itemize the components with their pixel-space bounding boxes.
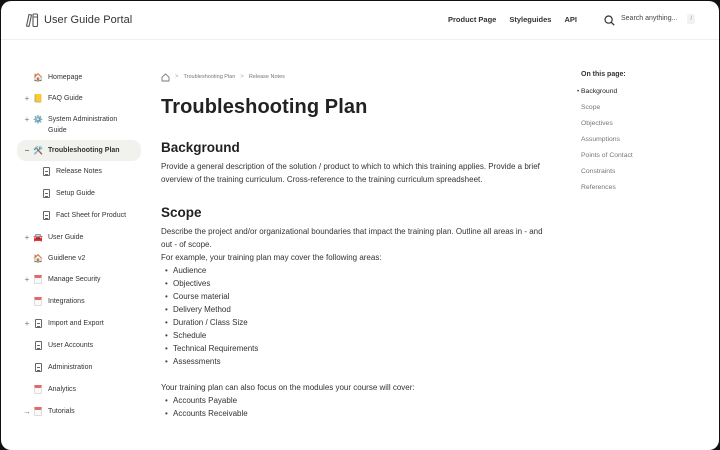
house-icon: 🏠	[33, 254, 43, 263]
scope-areas-list	[161, 264, 551, 368]
sidebar-item-label: FAQ Guide	[48, 95, 83, 102]
sidebar-item-manage-security[interactable]	[17, 269, 141, 291]
books-logo-icon	[25, 12, 39, 28]
sidebar-item-label: System Administration Guide	[48, 116, 118, 134]
background-text: Provide a general description of the solution / product to which to which this training applies. Provide a brief overview of the training curriculum. Cross-reference to the training curriculum spreadsheet.	[161, 162, 540, 184]
spacer	[161, 368, 551, 381]
list-item: • Schedule	[165, 329, 551, 342]
sidebar-item-label: Fact Sheet for Product	[56, 212, 127, 219]
list-item: • Accounts Receivable	[165, 407, 551, 420]
on-this-page-toc	[577, 71, 707, 198]
app-title: User Guide Portal	[44, 14, 133, 26]
breadcrumb-separator: >	[240, 74, 244, 80]
sidebar-item-troubleshooting-plan[interactable]	[17, 140, 141, 161]
breadcrumb-separator: >	[175, 74, 179, 80]
arrow-right-icon[interactable]: →	[23, 407, 31, 416]
sidebar-item-label: Integrations	[48, 298, 85, 305]
sidebar-item-label: Analytics	[48, 386, 77, 393]
breadcrumb-troubleshooting-plan[interactable]: Troubleshooting Plan	[183, 74, 236, 80]
modules-list	[161, 394, 551, 420]
sidebar-item-label: Import and Export	[48, 320, 104, 327]
scope-example-text: For example, your training plan may cover the following areas:	[161, 253, 382, 262]
document-icon	[41, 166, 51, 179]
search-input[interactable]: Search anything...	[621, 15, 678, 22]
sidebar-item-integrations[interactable]	[17, 291, 141, 313]
modules-intro-text: Your training plan can also focus on the modules your course will cover:	[161, 383, 415, 392]
calendar-icon	[33, 384, 43, 397]
home-icon[interactable]	[161, 73, 170, 82]
sidebar-item-import-export[interactable]	[17, 313, 141, 335]
expand-plus-icon[interactable]: +	[24, 94, 30, 103]
sidebar-item-label: User Guide	[48, 234, 84, 241]
sidebar-item-label: User Accounts	[48, 342, 94, 349]
expand-plus-icon[interactable]: +	[24, 275, 30, 284]
sidebar-item-label: Homepage	[48, 74, 83, 81]
breadcrumb-release-notes[interactable]: Release Notes	[248, 74, 285, 80]
search-box[interactable]	[604, 13, 695, 24]
house-icon: 🏠	[33, 73, 43, 82]
document-icon	[41, 210, 51, 223]
gear-icon: ⚙️	[33, 115, 43, 124]
toc-link-points-of-contact[interactable]: Points of Contact	[581, 152, 633, 159]
calendar-icon	[33, 274, 43, 287]
search-icon	[604, 13, 615, 24]
sidebar-item-guidlene-v2[interactable]	[17, 248, 141, 269]
main-content	[161, 71, 551, 420]
toc-link-references[interactable]: References	[581, 184, 616, 191]
page-title: Troubleshooting Plan	[161, 96, 368, 118]
toc-link-constraints[interactable]: Constraints	[581, 168, 616, 175]
sidebar-item-label: Setup Guide	[56, 190, 95, 197]
list-item: • Course material	[165, 290, 551, 303]
list-item: • Delivery Method	[165, 303, 551, 316]
top-nav	[448, 15, 577, 24]
document-icon	[33, 340, 43, 353]
sidebar-item-label: Manage Security	[48, 276, 101, 283]
sidebar-item-label: Tutorials	[48, 408, 75, 415]
sidebar-item-label: Troubleshooting Plan	[48, 147, 120, 154]
sidebar-item-administration[interactable]	[17, 357, 141, 379]
sidebar-item-release-notes[interactable]	[17, 161, 141, 183]
nav-link-styleguides[interactable]: Styleguides	[509, 15, 552, 24]
calendar-icon	[33, 406, 43, 419]
document-icon	[33, 318, 43, 331]
document-icon	[41, 188, 51, 201]
sidebar-item-analytics[interactable]	[17, 379, 141, 401]
section-heading-background: Background	[161, 140, 240, 155]
tools-icon: 🛠️	[33, 146, 43, 155]
car-icon: 🚘	[33, 233, 43, 242]
expand-plus-icon[interactable]: +	[24, 115, 30, 124]
toc-list	[577, 86, 707, 198]
list-item: • Duration / Class Size	[165, 316, 551, 329]
sidebar-item-label: Administration	[48, 364, 93, 371]
top-header	[1, 1, 719, 40]
breadcrumb	[161, 71, 551, 83]
expand-plus-icon[interactable]: +	[24, 233, 30, 242]
toc-link-assumptions[interactable]: Assumptions	[581, 136, 620, 143]
toc-link-background[interactable]: • Background	[577, 86, 707, 102]
sidebar-item-user-accounts[interactable]	[17, 335, 141, 357]
sidebar-item-fact-sheet[interactable]	[17, 205, 141, 227]
expand-plus-icon[interactable]: +	[24, 319, 30, 328]
list-item: • Accounts Payable	[165, 394, 551, 407]
scope-text: Describe the project and/or organizational boundaries that impact the training plan. Outline all areas in - and out - of scope.	[161, 227, 543, 249]
list-item: • Assessments	[165, 355, 551, 368]
nav-link-api[interactable]: API	[564, 15, 577, 24]
book-icon: 📒	[33, 94, 43, 103]
toc-link-scope[interactable]: Scope	[581, 104, 601, 111]
sidebar-item-homepage[interactable]	[17, 67, 141, 88]
sidebar-item-label: Release Notes	[56, 168, 102, 175]
sidebar-item-system-administration-guide[interactable]	[17, 109, 141, 140]
list-item: • Objectives	[165, 277, 551, 290]
brand[interactable]	[25, 12, 132, 28]
sidebar-nav	[17, 67, 141, 423]
search-shortcut-key: /	[687, 14, 695, 24]
sidebar-item-label: Guidlene v2	[48, 255, 86, 262]
sidebar-item-faq-guide[interactable]	[17, 88, 141, 109]
list-item: • Technical Requirements	[165, 342, 551, 355]
document-icon	[33, 362, 43, 375]
nav-link-product-page[interactable]: Product Page	[448, 15, 497, 24]
calendar-icon	[33, 296, 43, 309]
section-heading-scope: Scope	[161, 205, 202, 220]
toc-link-objectives[interactable]: Objectives	[581, 120, 613, 127]
toc-title: On this page:	[581, 71, 626, 78]
app-window	[1, 1, 719, 450]
sidebar-item-setup-guide[interactable]	[17, 183, 141, 205]
collapse-minus-icon[interactable]: −	[24, 146, 30, 155]
sidebar-item-user-guide[interactable]	[17, 227, 141, 248]
list-item: • Audience	[165, 264, 551, 277]
sidebar-item-tutorials[interactable]	[17, 401, 141, 423]
